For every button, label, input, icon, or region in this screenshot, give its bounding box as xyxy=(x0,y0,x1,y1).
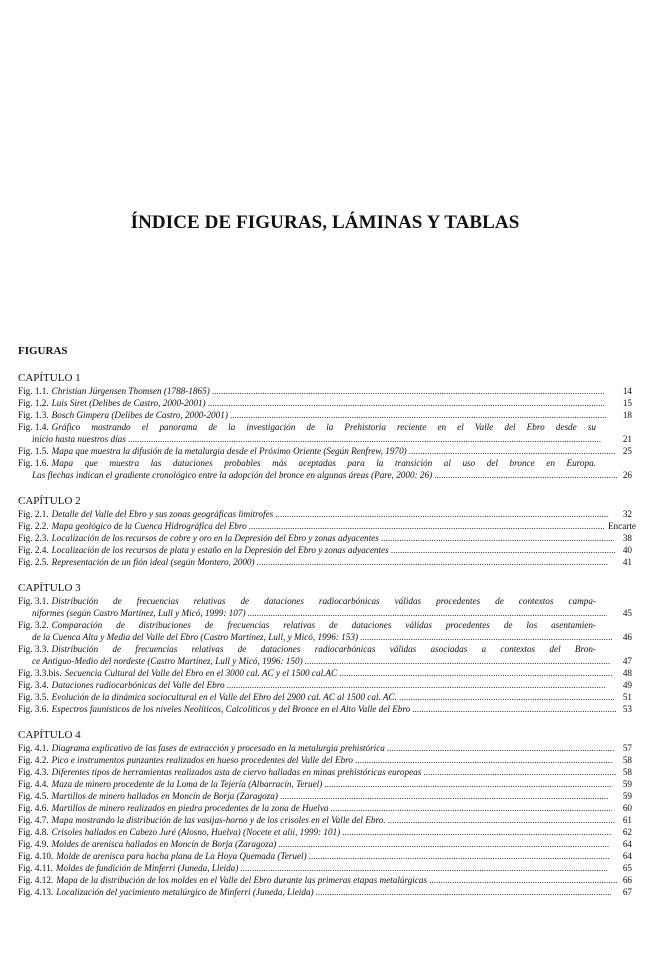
figure-caption-line: Crisoles hallados en Cabezo Juré (Alosno, Huelva) (Nocete et alii, 1999: 101) xyxy=(51,827,341,837)
chapter-list xyxy=(18,372,636,898)
figure-caption-line: inicio hasta nuestros días xyxy=(32,434,126,444)
chapter-title: CAPÍTULO 1 xyxy=(18,372,81,384)
page-number: 59 xyxy=(622,791,632,801)
figure-caption-line: Molde de arenisca para hacha plana de La Hoya Quemada (Teruel) xyxy=(56,851,307,861)
page-number: 26 xyxy=(622,470,632,480)
figure-number: Fig. 2.5. xyxy=(18,557,49,567)
figure-number: Fig. 4.4. xyxy=(18,779,49,789)
dot-leader xyxy=(423,766,616,778)
figure-caption-line: Dataciones radiocarbónicas del Valle del Ebro xyxy=(51,680,225,690)
dot-leader xyxy=(381,532,615,544)
dot-leader xyxy=(248,607,608,619)
dot-leader xyxy=(227,679,606,691)
figure-caption-line: Las flechas indican el gradiente cronológico entre la adopción del bronce en algunas áreas (Pare, 2000: 26) xyxy=(32,470,433,480)
dot-leader xyxy=(324,778,611,790)
figure-entry[interactable] xyxy=(18,850,632,862)
page-number: 15 xyxy=(622,398,632,408)
figure-number: Fig. 3.1. xyxy=(18,596,49,606)
page-number: 64 xyxy=(622,851,632,861)
figure-entry[interactable] xyxy=(18,385,632,397)
chapter-section xyxy=(18,372,632,481)
figure-caption-line: Maza de minero procedente de la Loma de la Tejería (Albarracín, Teruel) xyxy=(51,779,323,789)
figure-number: Fig. 4.3. xyxy=(18,767,49,777)
figure-number: Fig. 4.9. xyxy=(18,839,49,849)
page-number: 53 xyxy=(622,704,632,714)
figure-caption-line: Mapa que muestra las dataciones probables más aceptadas para la transición al uso del bronce en Europa. xyxy=(51,458,596,468)
figure-number: Fig. 2.3. xyxy=(18,533,49,543)
dot-leader xyxy=(399,691,615,703)
page-number: 41 xyxy=(622,557,632,567)
dot-leader xyxy=(257,556,608,568)
figure-number: Fig. 4.10. xyxy=(18,851,54,861)
figure-entry[interactable] xyxy=(18,445,632,457)
page-number: 48 xyxy=(622,668,632,678)
page-number: 61 xyxy=(622,815,632,825)
figure-caption-line: Secuencia Cultural del Valle del Ebro en el 3000 cal. AC y el 1500 cal.AC xyxy=(64,668,338,678)
dot-leader xyxy=(212,385,605,397)
figure-entry[interactable] xyxy=(18,643,632,667)
page-number: 64 xyxy=(622,839,632,849)
figure-caption-line: Localización de los recursos de plata y estaño en la Depresión del Ebro y zonas adyacentes xyxy=(51,545,389,555)
figure-caption-line: Moldes de fundición de Minferri (Juneda, Lleida) xyxy=(55,863,239,873)
page-title: ÍNDICE DE FIGURAS, LÁMINAS Y TABLAS xyxy=(130,212,520,233)
figure-number: Fig. 1.6. xyxy=(18,458,49,468)
figure-caption-line: Martillos de minero hallados en Moncín de Borja (Zaragoza) xyxy=(51,791,278,801)
figure-entry[interactable] xyxy=(18,520,636,532)
figure-caption-line: Distribución de frecuencias relativas de dataciones radiocarbónicas válidas asociadas a contextos del Bron- xyxy=(51,644,596,654)
figure-entry[interactable] xyxy=(18,421,632,445)
dot-leader xyxy=(331,802,612,814)
chapter-section xyxy=(18,729,632,898)
figure-caption-line: Representación de un fión ideal (según Montero, 2000) xyxy=(51,557,255,567)
figure-entry[interactable] xyxy=(18,742,632,754)
figure-caption-line: Christian Jürgensen Thomsen (1788-1865) xyxy=(51,386,210,396)
figure-caption-line: Diagrama explicativo de las fases de extracción y procesado en la metalurgia prehistórica xyxy=(51,743,385,753)
page-number: 57 xyxy=(622,743,632,753)
figure-caption-line: Localización del yacimiento metalúrgico de Minferri (Juneda, Lleida) xyxy=(56,887,314,897)
figure-number: Fig. 4.7. xyxy=(18,815,49,825)
figure-number: Fig. 3.4. xyxy=(18,680,49,690)
page-number: 38 xyxy=(622,533,632,543)
figure-number: Fig. 4.5. xyxy=(18,791,49,801)
chapter-title: CAPÍTULO 4 xyxy=(18,729,81,741)
page-number: 47 xyxy=(622,656,632,666)
figure-entry[interactable] xyxy=(18,838,632,850)
page-number: 67 xyxy=(622,887,632,897)
dot-leader xyxy=(391,544,615,556)
figure-caption-line: Espectros faunísticos de los niveles Neolíticos, Calcolíticos y del Bronce en el Alto Valle del Ebro xyxy=(51,704,411,714)
page-number: 49 xyxy=(622,680,632,690)
figure-entry[interactable] xyxy=(18,508,632,520)
figure-caption-line: Moldes de arenisca hallados en Moncín de Borja (Zaragoza) xyxy=(51,839,277,849)
dot-leader xyxy=(434,469,617,481)
dot-leader xyxy=(128,433,601,445)
figure-entry[interactable] xyxy=(18,754,632,766)
figure-caption-line: ce Antiguo-Medio del nordeste (Castro Martínez, Lull y Micó, 1996: 150) xyxy=(32,656,303,666)
figure-caption-line: niformes (según Castro Martínez, Lull y Micó, 1999: 107) xyxy=(32,608,246,618)
dot-leader xyxy=(412,703,616,715)
figure-number: Fig. 4.12. xyxy=(18,875,54,885)
figure-caption-line: Detalle del Valle del Ebro y sus zonas geográficas limítrofes xyxy=(51,509,274,519)
figure-entry[interactable] xyxy=(18,886,632,898)
figure-number: Fig. 4.1. xyxy=(18,743,49,753)
figure-caption-line: de la Cuenca Alta y Media del Valle del Ebro (Castro Martínez, Lull, y Micó, 1996: 153) xyxy=(32,632,359,642)
figure-caption-line: Evolución de la dinámica sociocultural en el Valle del Ebro del 2900 cal. AC al 1500 cal. AC. xyxy=(51,692,397,702)
figure-index xyxy=(18,345,636,912)
figure-number: Fig. 2.2. xyxy=(18,521,49,531)
chapter-title: CAPÍTULO 3 xyxy=(18,582,81,594)
page-number: 46 xyxy=(622,632,632,642)
page-number: 18 xyxy=(622,410,632,420)
page-number: 66 xyxy=(622,875,632,885)
figure-number: Fig. 1.3. xyxy=(18,410,49,420)
figure-entry[interactable] xyxy=(18,556,632,568)
figure-entry[interactable] xyxy=(18,862,632,874)
figure-number: Fig. 4.8. xyxy=(18,827,49,837)
figure-entry[interactable] xyxy=(18,778,632,790)
figure-caption-line: Bosch Gimpera (Delibes de Castro, 2000-2001) xyxy=(51,410,228,420)
dot-leader xyxy=(429,874,617,886)
figure-number: Fig. 2.1. xyxy=(18,509,49,519)
dot-leader xyxy=(316,886,611,898)
dot-leader xyxy=(280,790,609,802)
figure-number: Fig. 1.2. xyxy=(18,398,49,408)
dot-leader xyxy=(305,655,611,667)
figure-entry[interactable] xyxy=(18,619,632,643)
figure-number: Fig. 3.5. xyxy=(18,692,49,702)
figure-entry[interactable] xyxy=(18,691,632,703)
figure-number: Fig. 3.3. xyxy=(18,644,49,654)
dot-leader xyxy=(339,667,612,679)
dot-leader xyxy=(342,826,612,838)
chapter-section xyxy=(18,495,636,568)
figure-caption-line: Diferentes tipos de herramientas realizados asta de ciervo halladas en minas prehistóricas europeas xyxy=(51,767,422,777)
figure-entry[interactable] xyxy=(18,667,632,679)
section-heading: FIGURAS xyxy=(18,345,68,357)
figure-caption-line: Localización de los recursos de cobre y oro en la Depresión del Ebro y zonas adyacentes xyxy=(51,533,379,543)
figure-number: Fig. 3.2. xyxy=(18,620,49,630)
figure-caption-line: Pico e instrumentos punzantes realizados en hueso procedentes del Valle del Ebro xyxy=(51,755,353,765)
page-number: 60 xyxy=(622,803,632,813)
dot-leader xyxy=(355,754,613,766)
figure-entry[interactable] xyxy=(18,703,632,715)
dot-leader xyxy=(208,397,605,409)
figure-entry[interactable] xyxy=(18,802,632,814)
page-number: 65 xyxy=(622,863,632,873)
figure-caption-line: Comparación de distribuciones de frecuencias relativas de dataciones válidas procedentes de los asentamien- xyxy=(51,620,596,630)
chapter-section xyxy=(18,582,632,715)
figure-entry[interactable] xyxy=(18,826,632,838)
dot-leader xyxy=(309,850,611,862)
page-number: 58 xyxy=(622,755,632,765)
figure-number: Fig. 2.4. xyxy=(18,545,49,555)
figure-number: Fig. 4.11. xyxy=(18,863,53,873)
page-number: 21 xyxy=(622,434,632,444)
figure-entry[interactable] xyxy=(18,409,632,421)
figure-entry[interactable] xyxy=(18,457,632,481)
page-number: 14 xyxy=(622,386,632,396)
dot-leader xyxy=(388,814,615,826)
figure-caption-line: Martillos de minero realizados en piedra procedentes de la zona de Huelva xyxy=(51,803,329,813)
figure-number: Fig. 3.3.bis. xyxy=(18,668,62,678)
dot-leader xyxy=(240,862,606,874)
figure-caption-line: Gráfico mostrando el panorama de la investigación de la Prehistoria reciente en el Valle del Ebro desde su xyxy=(51,422,596,432)
page-number: Encarte xyxy=(607,521,636,531)
figure-caption-line: Mapa geológico de la Cuenca Hidrográfica del Ebro xyxy=(51,521,247,531)
figure-entry[interactable] xyxy=(18,766,632,778)
dot-leader xyxy=(249,520,604,532)
dot-leader xyxy=(275,508,608,520)
dot-leader xyxy=(360,631,613,643)
figure-number: Fig. 1.4. xyxy=(18,422,49,432)
page-number: 51 xyxy=(622,692,632,702)
figure-entry[interactable] xyxy=(18,532,632,544)
page-number: 32 xyxy=(622,509,632,519)
figure-entry[interactable] xyxy=(18,397,632,409)
figure-entry[interactable] xyxy=(18,874,632,886)
figure-number: Fig. 1.5. xyxy=(18,446,49,456)
page-number: 25 xyxy=(622,446,632,456)
figure-caption-line: Distribución de frecuencias relativas de dataciones radiocarbónicas válidas procedentes de contextos campa- xyxy=(51,596,596,606)
figure-caption-line: Luis Siret (Delibes de Castro, 2000-2001) xyxy=(51,398,206,408)
figure-entry[interactable] xyxy=(18,790,632,802)
figure-entry[interactable] xyxy=(18,679,632,691)
figure-entry[interactable] xyxy=(18,595,632,619)
figure-caption-line: Mapa de la distribución de los moldes en el Valle del Ebro durante las primeras etapas metalúrgicas xyxy=(56,875,428,885)
dot-leader xyxy=(409,445,616,457)
dot-leader xyxy=(387,742,615,754)
page-number: 45 xyxy=(622,608,632,618)
figure-entry[interactable] xyxy=(18,814,632,826)
figure-number: Fig. 4.2. xyxy=(18,755,49,765)
figure-caption-line: Mapa que muestra la difusión de la metalurgia desde el Próximo Oriente (Según Renfrew, 1970) xyxy=(51,446,407,456)
figure-number: Fig. 4.13. xyxy=(18,887,54,897)
page-number: 58 xyxy=(622,767,632,777)
page-number: 62 xyxy=(622,827,632,837)
dot-leader xyxy=(278,838,608,850)
figure-number: Fig. 3.6. xyxy=(18,704,49,714)
figure-number: Fig. 1.1. xyxy=(18,386,49,396)
chapter-title: CAPÍTULO 2 xyxy=(18,495,81,507)
figure-entry[interactable] xyxy=(18,544,632,556)
page-number: 59 xyxy=(622,779,632,789)
figure-caption-line: Mapa mostrando la distribución de las vasijas-horno y de los crisoles en el Valle del Ebro. xyxy=(51,815,386,825)
page-number: 40 xyxy=(622,545,632,555)
dot-leader xyxy=(230,409,606,421)
figure-number: Fig. 4.6. xyxy=(18,803,49,813)
